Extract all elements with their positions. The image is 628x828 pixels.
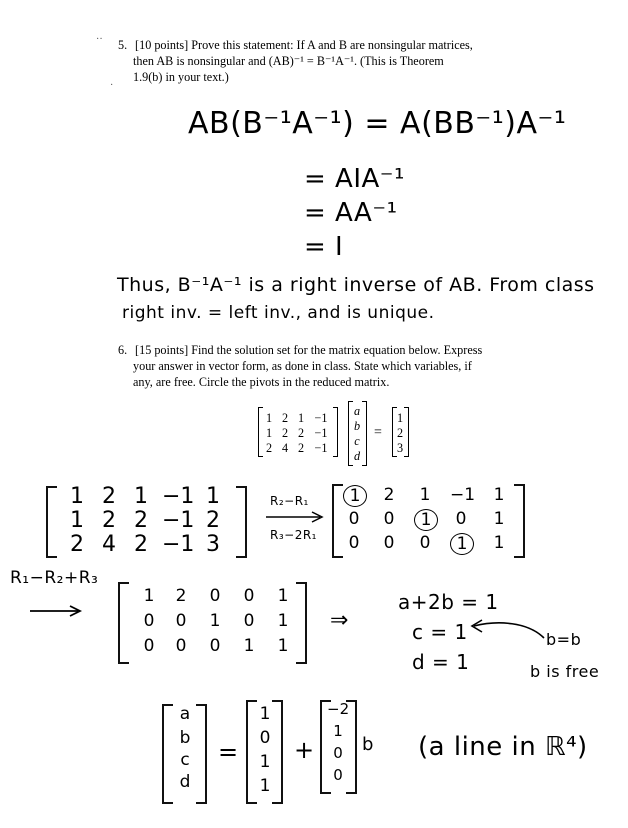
particular-entry: 1 — [259, 776, 271, 796]
free-variable-note: b is free — [530, 662, 600, 681]
question-line: 1.9(b) in your text.) — [133, 70, 229, 84]
arrow-icon — [28, 604, 84, 618]
matrix-cell: 2 — [206, 508, 220, 533]
matrix-cell: 3 — [206, 532, 220, 557]
b-equals-b: b=b — [546, 630, 582, 649]
variable-d: d — [353, 449, 361, 463]
matrix-cell: 0 — [348, 509, 360, 529]
matrix-cell: −1 — [162, 508, 195, 533]
hand-bracket-left — [46, 486, 57, 558]
matrix-bracket-right — [333, 407, 338, 457]
matrix-cell: 2 — [70, 532, 84, 557]
implies-arrow: ⇒ — [330, 608, 349, 633]
parameter-b: b — [362, 734, 374, 755]
matrix-cell: 2 — [281, 426, 289, 440]
solution-variable: b — [179, 728, 191, 748]
matrix-cell: 1 — [206, 484, 220, 509]
direction-entry: −2 — [327, 700, 350, 718]
solution-variable: d — [179, 772, 191, 792]
variable-c: c — [354, 434, 360, 448]
matrix-cell: 0 — [209, 636, 221, 656]
equals-sign: = — [218, 738, 239, 766]
equation-d: d = 1 — [412, 650, 470, 674]
question-5-text — [118, 37, 548, 85]
hand-bracket-right — [236, 486, 247, 558]
matrix-cell: 0 — [209, 586, 221, 606]
row-operation-1: R₂−R₁ — [270, 494, 309, 508]
particular-entry: 0 — [259, 728, 271, 748]
matrix-cell: −1 — [162, 484, 195, 509]
question-line: then AB is nonsingular and (AB)⁻¹ = B⁻¹A⁻¹. (This is Theorem — [133, 54, 444, 68]
question-6-text — [118, 342, 548, 390]
matrix-cell: 1 — [70, 484, 84, 509]
line-note: (a line in ℝ⁴) — [418, 732, 588, 762]
matrix-cell: 1 — [277, 586, 289, 606]
matrix-cell: 4 — [102, 532, 116, 557]
matrix-cell: 2 — [134, 532, 148, 557]
matrix-cell: −1 — [314, 411, 328, 425]
rhs-cell: 1 — [396, 411, 404, 425]
matrix-cell: 1 — [70, 508, 84, 533]
matrix-cell: 1 — [297, 411, 305, 425]
matrix-cell: 1 — [419, 485, 431, 505]
hand-bracket-right — [514, 484, 525, 558]
question-line: [10 points] Prove this statement: If A and B are nonsingular matrices, — [135, 38, 473, 52]
direction-entry: 0 — [333, 766, 343, 784]
row-operation-3: R₁−R₂+R₃ — [10, 568, 99, 588]
pivot-cell: 1 — [343, 485, 367, 507]
direction-entry: 0 — [333, 744, 343, 762]
matrix-cell: 2 — [102, 484, 116, 509]
handwritten-equation-4: = I — [304, 232, 344, 262]
scan-mark: ·· — [96, 34, 103, 45]
handwritten-equation-2: = AIA⁻¹ — [304, 164, 405, 194]
scan-mark: · — [110, 80, 114, 91]
matrix-cell: −1 — [314, 441, 328, 455]
equation-a-2b: a+2b = 1 — [398, 590, 499, 614]
matrix-cell: 1 — [134, 484, 148, 509]
hand-bracket-right — [296, 582, 307, 664]
arrow-icon — [264, 510, 326, 524]
curved-arrow-icon — [468, 616, 548, 644]
matrix-cell: 1 — [143, 586, 155, 606]
hand-bracket-right — [196, 704, 207, 804]
particular-entry: 1 — [259, 752, 271, 772]
matrix-cell: 4 — [281, 441, 289, 455]
pivot-cell: 1 — [450, 533, 474, 555]
variable-b: b — [353, 419, 361, 433]
particular-entry: 1 — [259, 704, 271, 724]
matrix-cell: 0 — [383, 533, 395, 553]
matrix-cell: 2 — [265, 441, 273, 455]
matrix-cell: 0 — [243, 611, 255, 631]
matrix-cell: 2 — [175, 586, 187, 606]
direction-entry: 1 — [333, 722, 343, 740]
handwritten-equation-3: = AA⁻¹ — [304, 198, 398, 228]
matrix-cell: 2 — [297, 426, 305, 440]
matrix-cell: 2 — [297, 441, 305, 455]
row-operation-2: R₃−2R₁ — [270, 528, 317, 542]
question-number: 5. — [118, 38, 128, 52]
handwritten-conclusion-2: right inv. = left inv., and is unique. — [122, 303, 435, 323]
matrix-cell: 2 — [281, 411, 289, 425]
matrix-cell: 0 — [419, 533, 431, 553]
matrix-cell: −1 — [162, 532, 195, 557]
hand-bracket-left — [118, 582, 129, 664]
matrix-cell: 0 — [348, 533, 360, 553]
matrix-cell: 1 — [277, 611, 289, 631]
matrix-cell: 1 — [493, 485, 505, 505]
matrix-cell: 2 — [134, 508, 148, 533]
vector-bracket-right — [362, 401, 367, 466]
matrix-cell: −1 — [450, 485, 476, 505]
matrix-cell: 1 — [493, 533, 505, 553]
rhs-cell: 3 — [396, 441, 404, 455]
matrix-cell: −1 — [314, 426, 328, 440]
question-line: your answer in vector form, as done in class. State which variables, if — [133, 359, 472, 373]
matrix-cell: 2 — [102, 508, 116, 533]
hand-bracket-left — [162, 704, 173, 804]
matrix-cell: 1 — [209, 611, 221, 631]
pivot-cell: 1 — [414, 509, 438, 531]
solution-variable: a — [179, 704, 191, 724]
matrix-cell: 1 — [493, 509, 505, 529]
question-line: [15 points] Find the solution set for the matrix equation below. Express — [135, 343, 483, 357]
matrix-cell: 0 — [175, 611, 187, 631]
plus-sign: + — [294, 736, 315, 764]
matrix-cell: 0 — [383, 509, 395, 529]
rhs-cell: 2 — [396, 426, 404, 440]
question-line: any, are free. Circle the pivots in the reduced matrix. — [133, 375, 390, 389]
matrix-cell: 0 — [243, 586, 255, 606]
matrix-cell: 1 — [277, 636, 289, 656]
variable-a: a — [353, 404, 361, 418]
hand-bracket-left — [332, 484, 343, 558]
matrix-cell: 0 — [175, 636, 187, 656]
handwritten-equation-1: AB(B⁻¹A⁻¹) = A(BB⁻¹)A⁻¹ — [188, 106, 567, 141]
matrix-cell: 0 — [143, 636, 155, 656]
matrix-cell: 1 — [243, 636, 255, 656]
matrix-cell: 0 — [143, 611, 155, 631]
equation-c: c = 1 — [412, 620, 468, 644]
solution-variable: c — [180, 750, 190, 770]
matrix-cell: 2 — [383, 485, 395, 505]
matrix-cell: 0 — [455, 509, 467, 529]
question-number: 6. — [118, 343, 128, 357]
equals-sign: = — [374, 425, 382, 440]
matrix-cell: 1 — [265, 411, 273, 425]
handwritten-conclusion-1: Thus, B⁻¹A⁻¹ is a right inverse of AB. From class — [117, 274, 595, 296]
matrix-cell: 1 — [265, 426, 273, 440]
